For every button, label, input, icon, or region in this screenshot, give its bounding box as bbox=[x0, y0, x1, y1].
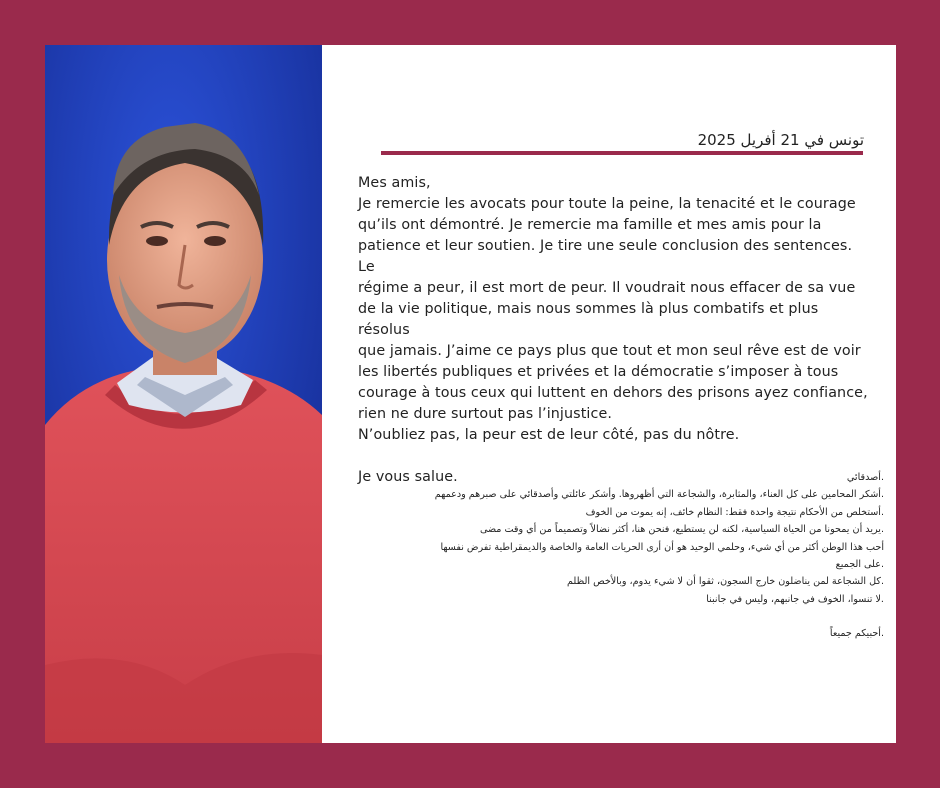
french-letter bbox=[358, 173, 868, 488]
date-heading: تونس في 21 أفريل 2025 bbox=[697, 131, 864, 149]
arabic-letter bbox=[344, 469, 884, 643]
arabic-line: أحب هذا الوطن أكثر من أي شيء، وحلمي الوحيد هو أن أرى الحريات العامة والخاصة والديمقراطية تفرض نفسها bbox=[440, 541, 884, 553]
arabic-line: .أستخلص من الأحكام نتيجة واحدة فقط: النظام خائف، إنه يموت من الخوف bbox=[585, 506, 884, 518]
arabic-line: .كل الشجاعة لمن يناضلون خارج السجون، ثقوا أن لا شيء يدوم، وبالأخص الظلم bbox=[567, 576, 884, 588]
french-line: que jamais. J’aime ce pays plus que tout et mon seul rêve est de voir bbox=[358, 343, 861, 359]
french-line: régime a peur, il est mort de peur. Il voudrait nous effacer de sa vue bbox=[358, 280, 856, 296]
french-closing: Je vous salue. bbox=[358, 469, 458, 485]
french-line: patience et leur soutien. Je tire une seule conclusion des sentences. Le bbox=[358, 238, 853, 275]
portrait-of-man-icon bbox=[45, 45, 322, 743]
letter-text-panel bbox=[322, 45, 896, 743]
portrait-photo bbox=[45, 45, 322, 743]
arabic-closing: .أحبيكم جميعاً bbox=[829, 628, 884, 640]
letter-card bbox=[45, 45, 896, 743]
french-line: qu’ils ont démontré. Je remercie ma famille et mes amis pour la bbox=[358, 217, 822, 233]
arabic-line: .على الجميع bbox=[835, 559, 884, 571]
french-line: les libertés publiques et privées et la démocratie s’imposer à tous bbox=[358, 364, 839, 380]
french-line: courage à tous ceux qui luttent en dehors des prisons ayez confiance, bbox=[358, 385, 868, 401]
accent-divider bbox=[381, 151, 863, 155]
french-greeting: Mes amis, bbox=[358, 175, 431, 191]
arabic-line: .لا تنسوا، الخوف في جانبهم، وليس في جانبنا bbox=[706, 593, 884, 605]
arabic-line: .أشكر المحامين على كل العناء، والمثابرة، والشجاعة التي أظهروها. وأشكر عائلتي وأصدقائي على صبرهم ودعمهم bbox=[434, 489, 884, 501]
arabic-line: .يريد أن يمحونا من الحياة السياسية، لكنه لن يستطيع، فنحن هنا، أكثر نضالاً وتصميماً من أي وقت مضى bbox=[479, 524, 884, 536]
french-line: rien ne dure surtout pas l’injustice. bbox=[358, 406, 612, 422]
paragraph-gap bbox=[344, 608, 884, 625]
french-line: N’oubliez pas, la peur est de leur côté, pas du nôtre. bbox=[358, 427, 740, 443]
french-line: Je remercie les avocats pour toute la peine, la tenacité et le courage bbox=[358, 196, 856, 212]
french-line: de la vie politique, mais nous sommes là plus combatifs et plus résolus bbox=[358, 301, 819, 338]
paragraph-gap bbox=[358, 446, 868, 467]
arabic-greeting: .أصدقائي bbox=[846, 472, 884, 483]
